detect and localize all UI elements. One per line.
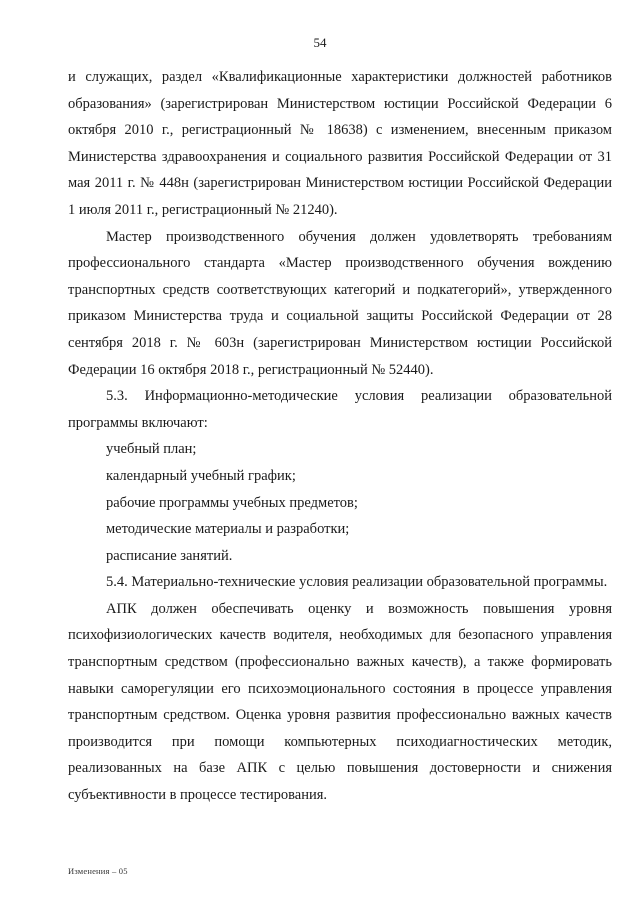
list-item-work-programs: рабочие программы учебных предметов; <box>106 494 358 511</box>
list-item-calendar-schedule: календарный учебный график; <box>106 467 296 484</box>
page-number: 54 <box>313 35 327 50</box>
paragraph-qualification-reference: и служащих, раздел «Квалификационные характеристики должностей работников образования» (зарегистрирован Министерством юстиции Российской Федерации 6 октября 2010 г., регистрационный № 18638) с изменением, внесенным приказом Министерства здравоохранения и социального развития Российской Федерации от 31 мая 2011 г. № 448н (зарегистрирован Министерством юстиции Российской Федерации 1 июля 2011 г., регистрационный № 21240). <box>68 69 612 218</box>
footer-revision-note: Изменения – 05 <box>68 866 128 876</box>
list-item-curriculum: учебный план; <box>106 441 197 458</box>
paragraph-master-requirements: Мастер производственного обучения должен удовлетворять требованиям профессионального стандарта «Мастер производственного обучения вождению транспортных средств соответствующих категорий и подкатегорий», утвержденного приказом Министерства труда и социальной защиты Российской Федерации от 28 сентября 2018 г. № 603н (зарегистрирован Министерством юстиции Российской Федерации 16 октября 2018 г., регистрационный № 52440). <box>68 228 612 378</box>
paragraph-apk-requirements: АПК должен обеспечивать оценку и возможность повышения уровня психофизиологических качеств водителя, необходимых для безопасного управления транспортным средством (профессионально важных качеств), а также формировать навыки саморегуляции его психоэмоционального состояния в процессе управления транспортным средством. Оценка уровня развития профессионально важных качеств производится при помощи компьютерных психодиагностических методик, реализованных на базе АПК с целью повышения достоверности и снижения субъективности в процессе тестирования. <box>68 600 612 804</box>
paragraph-section-5-4: 5.4. Материально-технические условия реализации образовательной программы. <box>106 574 608 591</box>
list-item-methodical-materials: методические материалы и разработки; <box>106 521 350 538</box>
document-body <box>68 64 612 809</box>
paragraph-section-5-3: 5.3. Информационно-методические условия реализации образовательной программы включают: <box>68 388 612 431</box>
list-item-timetable: расписание занятий. <box>106 547 233 564</box>
